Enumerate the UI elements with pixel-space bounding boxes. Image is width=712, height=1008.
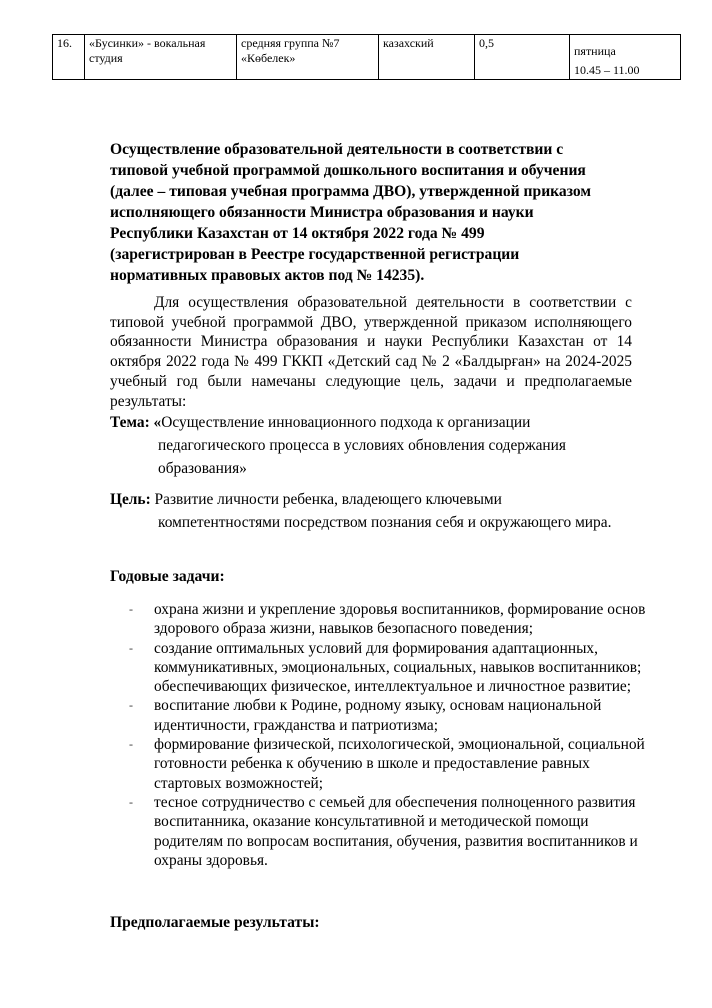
goal-label: Цель: <box>110 491 151 508</box>
list-item <box>110 639 650 697</box>
bullet-dash: - <box>129 640 133 655</box>
task-text: воспитание любви к Родине, родному языку, основам национальной идентичности, гражданства и патриотизма; <box>154 697 602 734</box>
bullet-dash: - <box>129 737 133 752</box>
goal-text-rest: компетентностями посредством познания себя и окружающего мира. <box>158 514 612 531</box>
bullet-dash: - <box>129 698 133 713</box>
theme-label: Тема: « <box>110 414 162 431</box>
goal-text-line1: Развитие личности ребенка, владеющего ключевыми <box>150 491 502 508</box>
list-item <box>110 696 650 735</box>
intro-paragraph: Для осуществления образовательной деятельности в соответствии с типовой учебной программой ДВО, утвержденной приказом исполняющего обязанности Министра образования и науки Республики Казахстан от 14 октября 2022 года № 499 ГККП «Детский сад № 2 «Балдырған» на 2024-2025 учебный год были намечаны следующие цель, задачи и предполагаемые результаты: <box>110 294 632 410</box>
section-heading: Осуществление образовательной деятельности в соответствии с типовой учебной программой дошкольного воспитания и обучения (далее – типовая учебная программа ДВО), утвержденной приказом исполняющего обязанности Министра образования и науки Республики Казахстан от 14 октября 2022 года № 499 (зарегистрирован в Реестре государственной регистрации нормативных правовых актов под № 14235). <box>110 141 592 284</box>
language: казахский <box>379 35 475 80</box>
schedule-table <box>52 34 681 80</box>
goal-block <box>110 488 630 534</box>
row-number: 16. <box>53 35 85 80</box>
list-item <box>110 793 650 870</box>
schedule-cell <box>570 35 681 80</box>
theme-text-line1: Осуществление инновационного подхода к организации <box>161 414 531 431</box>
time: 10.45 – 11.00 <box>574 63 640 77</box>
activity-name: «Бусинки» - вокальная студия <box>85 35 237 80</box>
table-row <box>53 35 681 80</box>
list-item <box>110 735 650 793</box>
task-text: формирование физической, психологической, эмоциональной, социальной готовности ребенка к обучению в школе и предоставление равных стартовых возможностей; <box>154 736 645 792</box>
day: пятница <box>574 44 616 58</box>
task-text: тесное сотрудничество с семьей для обеспечения полноценного развития воспитанника, оказание консультативной и методической помощи родителям по вопросам воспитания, обучения, развития воспитанников и охраны здоровья. <box>154 793 638 869</box>
task-text: охрана жизни и укрепление здоровья воспитанников, формирование основ здорового образа жизни, навыков безопасного поведения; <box>154 601 646 638</box>
group-name: средняя группа №7 «Көбелек» <box>237 35 379 80</box>
tasks-list <box>110 600 650 870</box>
results-title: Предполагаемые результаты: <box>110 914 320 931</box>
bullet-dash: - <box>129 794 133 809</box>
tasks-title: Годовые задачи: <box>110 568 225 585</box>
bullet-dash: - <box>129 602 133 616</box>
list-item <box>110 600 650 639</box>
theme-block <box>110 411 630 480</box>
hours: 0,5 <box>475 35 570 80</box>
task-text: создание оптимальных условий для формирования адаптационных, коммуникативных, эмоциональных, социальных, навыков воспитанников; обеспечивающих физическое, интеллектуальное и личностное развитие; <box>154 639 642 696</box>
theme-text-rest: педагогического процесса в условиях обновления содержания образования» <box>158 437 566 477</box>
